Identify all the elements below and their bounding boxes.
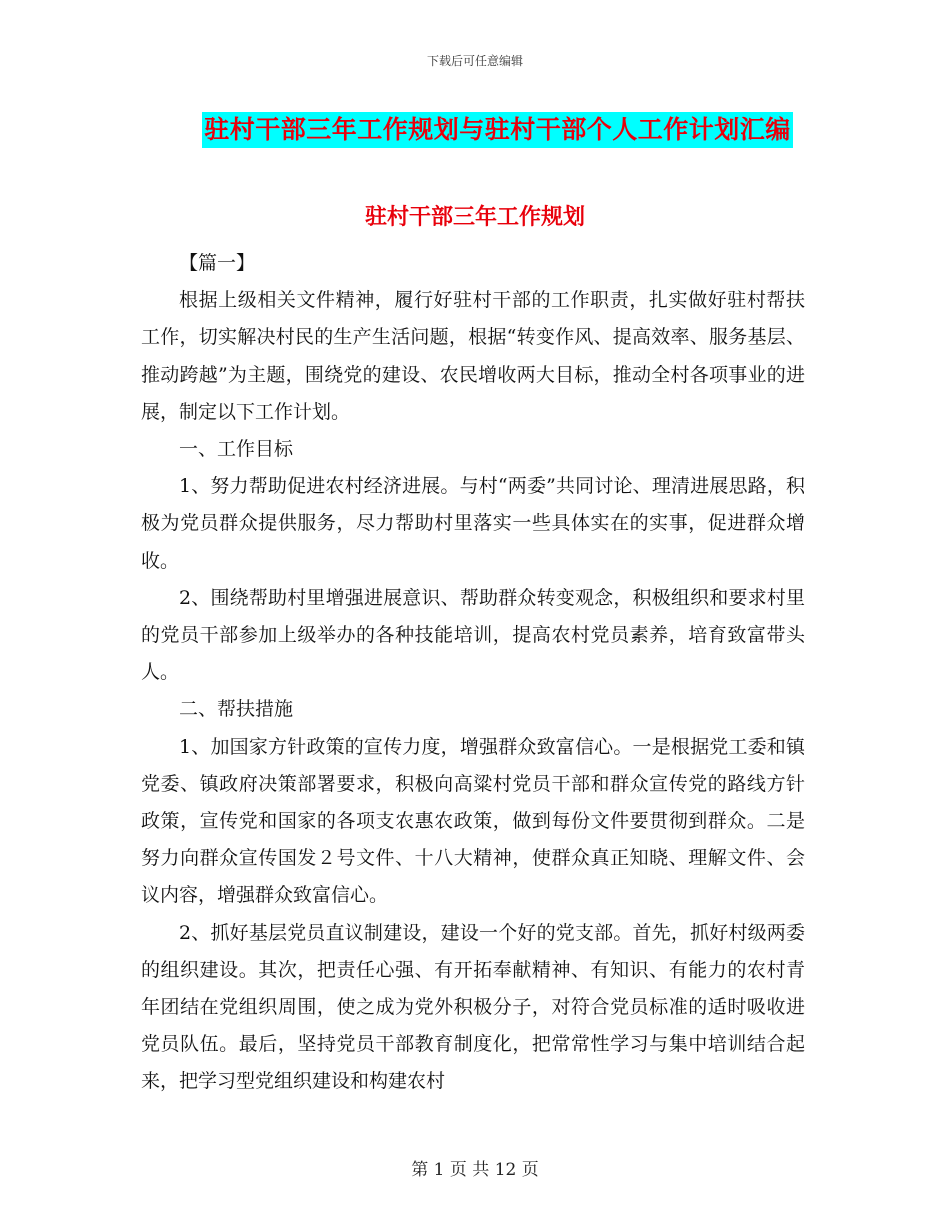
heading-work-goals: 一、工作目标 <box>179 438 294 461</box>
paragraph-measure-1: 1、加国家方针政策的宣传力度，增强群众致富信心。一是根据党工委和镇党委、镇政府决策部署要求，积极向高粱村党员干部和群众宣传党的路线方针政策，宣传党和国家的各项支农惠农政策，做到每份文件要贯彻到群众。二是努力向群众宣传国发２号文件、十八大精神，使群众真正知晓、理解文件、会议内容，增强群众致富信心。 <box>141 735 805 907</box>
document-title-container <box>0 112 950 148</box>
document-title: 驻村干部三年工作规划与驻村干部个人工作计划汇编 <box>202 112 793 148</box>
page-number-footer: 第 1 页 共 12 页 <box>411 1160 539 1180</box>
page-header-note: 下载后可任意编辑 <box>426 54 523 68</box>
document-body <box>141 245 805 1101</box>
paragraph-intro: 根据上级相关文件精神，履行好驻村干部的工作职责，扎实做好驻村帮扶工作，切实解决村民的生产生活问题，根据“转变作风、提高效率、服务基层、推动跨越”为主题，围绕党的建设、农民增收两大目标，推动全村各项事业的进展，制定以下工作计划。 <box>141 289 805 423</box>
paragraph-measure-2: 2、抓好基层党员直议制建设，建设一个好的党支部。首先，抓好村级两委的组织建设。其次，把责任心强、有开拓奉献精神、有知识、有能力的农村青年团结在党组织周围，使之成为党外积极分子，对符合党员标准的适时吸收进党员队伍。最后，坚持党员干部教育制度化，把常常性学习与集中培训结合起来，把学习型党组织建设和构建农村 <box>141 921 805 1093</box>
paragraph-part-label: 【篇一】 <box>179 252 256 274</box>
paragraph-goal-1: 1、努力帮助促进农村经济进展。与村“两委”共同讨论、理清进展思路，积极为党员群众提供服务，尽力帮助村里落实一些具体实在的实事，促进群众增收。 <box>141 475 805 572</box>
heading-support-measures: 二、帮扶措施 <box>179 698 294 721</box>
section-title: 驻村干部三年工作规划 <box>364 205 585 230</box>
paragraph-goal-2: 2、围绕帮助村里增强进展意识、帮助群众转变观念，积极组织和要求村里的党员干部参加上级举办的各种技能培训，提高农村党员素养，培育致富带头人。 <box>141 586 805 684</box>
